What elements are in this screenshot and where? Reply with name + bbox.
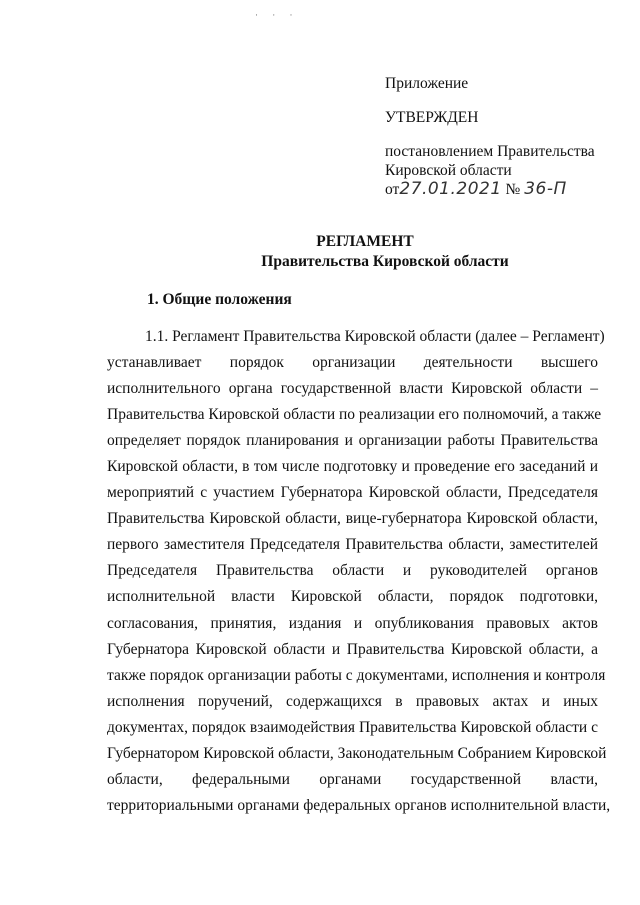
approved-label: УТВЕРЖДЕН [385, 109, 479, 126]
number-prefix: № [505, 181, 521, 198]
body-line: Правительства Кировской области, вице-губернатора Кировской области, [107, 510, 598, 528]
body-line: устанавливает порядок организации деятельности высшего [107, 354, 598, 372]
title-line-2: Правительства Кировской области [261, 253, 509, 270]
body-line: Кировской области, в том числе подготовку и проведение его заседаний и [107, 458, 598, 476]
body-line: мероприятий с участием Губернатора Кировской области, Председателя [107, 484, 598, 502]
handwritten-number: 36-П [524, 179, 567, 199]
body-line: согласования, принятия, издания и опубликования правовых актов [107, 614, 598, 632]
decree-line-1: постановлением Правительства [385, 143, 595, 160]
body-line: исполнительной власти Кировской области, порядок подготовки, [107, 588, 598, 606]
body-line: Губернатора Кировской области и Правительства Кировской области, а [107, 640, 598, 658]
body-line: исполнения поручений, содержащихся в правовых актах и иных [107, 692, 598, 710]
body-line: документах, порядок взаимодействия Правительства Кировской области с [107, 718, 598, 736]
title-line-1: РЕГЛАМЕНТ [316, 233, 414, 250]
body-line: исполнительного органа государственной власти Кировской области – [107, 380, 598, 398]
document-title [0, 232, 640, 272]
decree-date-number [385, 180, 625, 199]
body-line: Губернатором Кировской области, Законодательным Собранием Кировской [107, 744, 607, 762]
body-line: Председателя Правительства области и руководителей органов [107, 562, 598, 580]
decree-line-2: Кировской области [385, 162, 512, 179]
body-line: Правительства Кировской области по реализации его полномочий, а также [107, 406, 602, 424]
body-line: территориальными органами федеральных органов исполнительной власти, [107, 796, 611, 814]
appendix-label: Приложение [385, 75, 469, 92]
from-prefix: от [385, 181, 400, 198]
scan-marks: · · · [255, 10, 299, 20]
body-line: определяет порядок планирования и организации работы Правительства [107, 432, 598, 450]
handwritten-date: 27.01.2021 [399, 179, 502, 199]
body-paragraph [107, 324, 611, 819]
section-heading: 1. Общие положения [147, 291, 292, 308]
body-line: области, федеральными органами государственной власти, [107, 770, 598, 788]
approval-stamp-block [385, 74, 625, 199]
body-line: 1.1. Регламент Правительства Кировской области (далее – Регламент) [145, 328, 605, 345]
body-line: также порядок организации работы с документами, исполнения и контроля [107, 666, 606, 684]
body-line: первого заместителя Председателя Правительства области, заместителей [107, 536, 598, 554]
